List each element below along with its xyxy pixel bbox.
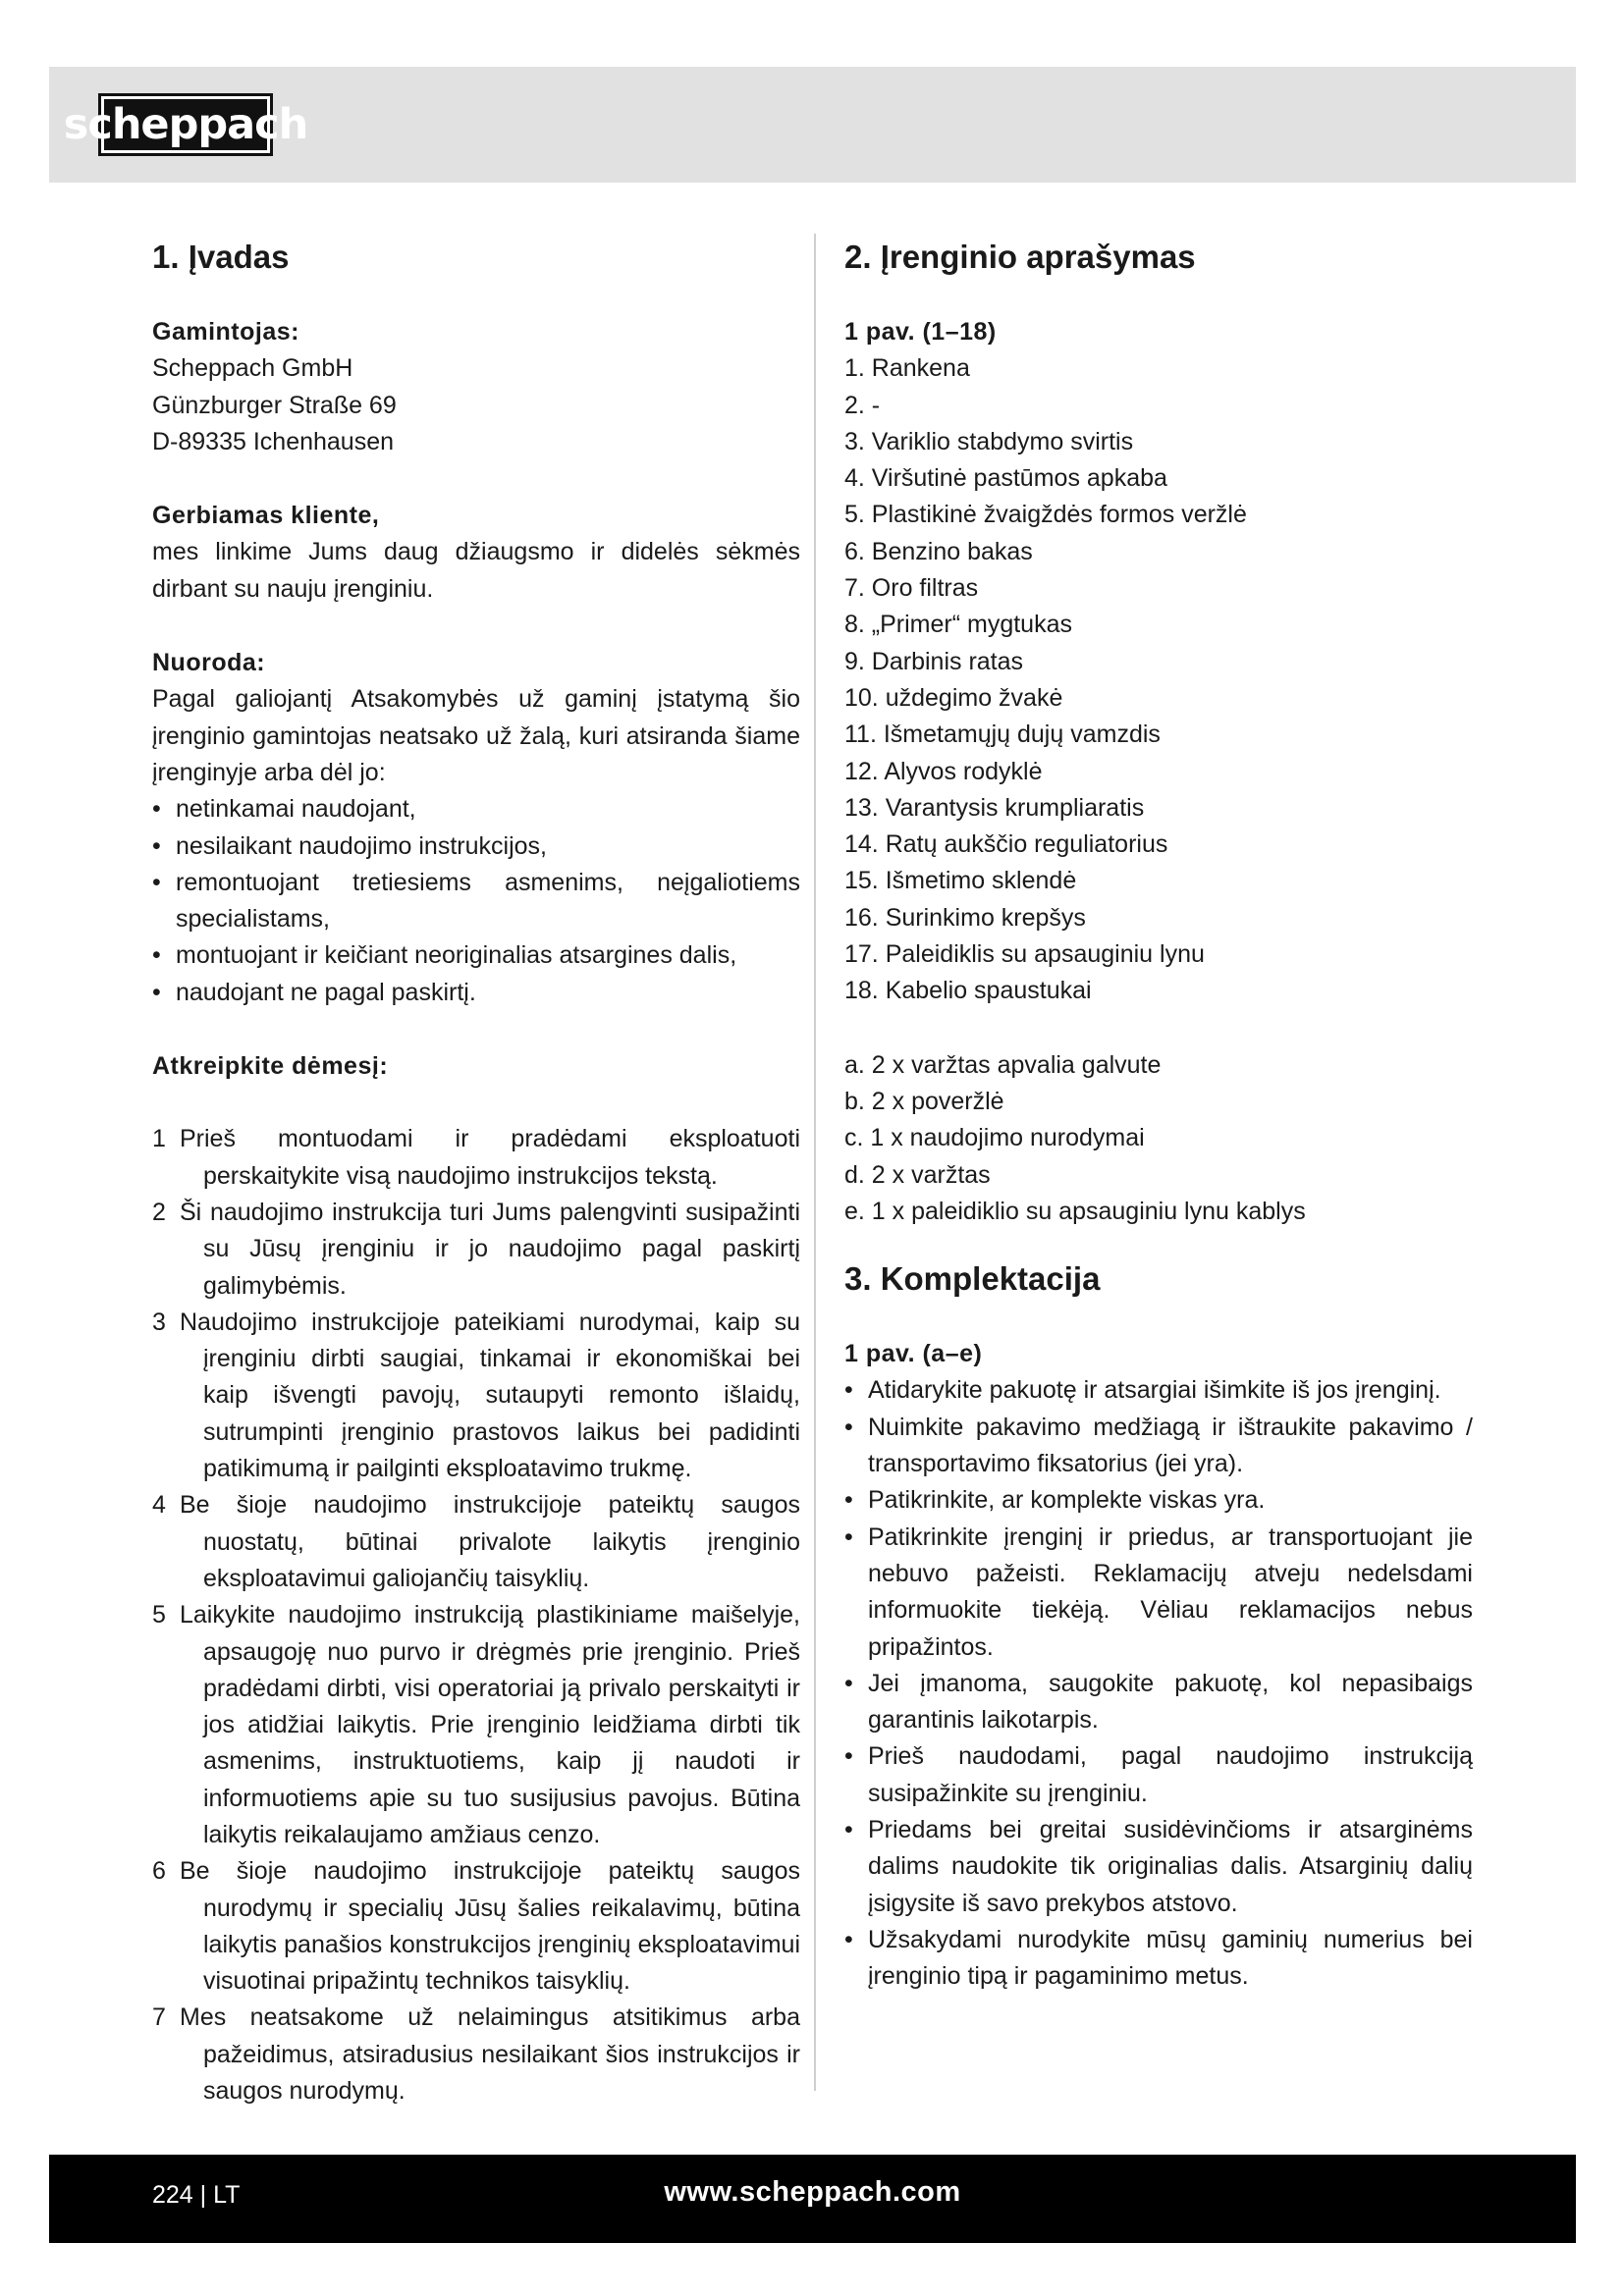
list-item: 6. Benzino bakas (844, 537, 1033, 565)
list-item: b. 2 x poveržlė (844, 1087, 1004, 1115)
header-band (49, 67, 1576, 183)
list-item: 8. „Primer“ mygtukas (844, 611, 1072, 639)
manufacturer-line: D-89335 Ichenhausen (152, 427, 395, 455)
list-item: 11. Išmetamųjų dujų vamzdis (844, 721, 1161, 749)
left-column (152, 236, 800, 2109)
list-number: 5 (152, 1601, 166, 1629)
list-item: d. 2 x varžtas (844, 1160, 991, 1189)
list-item: 7. Oro filtras (844, 574, 979, 603)
accessories-block (844, 1047, 1473, 1230)
list-item (152, 1305, 800, 1487)
section-title-introduction: 1. Įvadas (152, 239, 290, 275)
accessories-list (844, 1047, 1473, 1230)
list-number: 3 (152, 1308, 166, 1336)
list-number: 7 (152, 2003, 166, 2032)
list-item: 18. Kabelio spaustukai (844, 977, 1092, 1005)
scope-bullet-list (844, 1372, 1473, 1995)
list-item: 10. uždegimo žvakė (844, 683, 1063, 712)
attention-label: Atkreipkite dėmesį: (152, 1052, 389, 1081)
list-item: a. 2 x varžtas apvalia galvute (844, 1050, 1162, 1079)
list-item: 3. Variklio stabdymo svirtis (844, 427, 1134, 455)
list-item: • Užsakydami nurodykite mūsų gaminių numerius bei įrenginio tipą ir pagaminimo metus. (844, 1922, 1473, 1996)
list-item: c. 1 x naudojimo nurodymai (844, 1124, 1145, 1152)
list-item: 13. Varantysis krumpliaratis (844, 793, 1145, 822)
list-item: • netinkamai naudojant, (152, 791, 800, 828)
list-text: Be šioje naudojimo instrukcijoje pateiktų saugos nurodymų ir specialių Jūsų šalies reikalavimų, būtina laikytis panašios konstrukcijos įrenginių eksploatavimui visuotinai pripažintų technikos taisyklių. (180, 1857, 800, 1996)
list-text: Be šioje naudojimo instrukcijoje pateiktų saugos nuostatų, būtinai privalote laikytis įrenginio eksploatavimui galiojančių taisyklių. (180, 1491, 800, 1592)
list-number: 6 (152, 1857, 166, 1886)
attention-block (152, 1048, 800, 2109)
list-item (152, 1597, 800, 1853)
manufacturer-block (152, 314, 800, 460)
list-number: 2 (152, 1198, 166, 1226)
scheppach-logo: scheppach (98, 93, 273, 156)
list-text: Prieš montuodami ir pradėdami eksploatuoti perskaitykite visą naudojimo instrukcijos tekstą. (180, 1125, 800, 1190)
list-item: 2. - (844, 391, 881, 419)
list-text: Naudojimo instrukcijoje pateikiami nurodymai, kaip su įrenginiu dirbti saugiai, tinkamai ir ekonomiškai bei kaip išvengti pavojų, sutaupyti remonto išlaidų, sutrumpinti įrenginio prastovos laikus bei padidinti patikimumą ir pailginti eksploatavimo trukmę. (180, 1308, 800, 1483)
manufacturer-label: Gamintojas: (152, 318, 299, 346)
section-title-scope-of-delivery: 3. Komplektacija (844, 1260, 1101, 1298)
scope-block (844, 1336, 1473, 1995)
list-item: • Nuimkite pakavimo medžiagą ir ištraukite pakavimo / transportavimo fiksatorius (jei yra). (844, 1410, 1473, 1483)
list-item: • nesilaikant naudojimo instrukcijos, (152, 828, 800, 865)
list-item: • Prieš naudodami, pagal naudojimo instrukciją susipažinkite su įrenginiu. (844, 1738, 1473, 1812)
customer-block (152, 498, 800, 608)
list-item: 12. Alyvos rodyklė (844, 757, 1043, 785)
list-item: 4. Viršutinė pastūmos apkaba (844, 464, 1167, 493)
note-label: Nuoroda: (152, 649, 266, 677)
parts-list (844, 350, 1473, 1009)
list-item: • Jei įmanoma, saugokite pakuotę, kol nepasibaigs garantinis laikotarpis. (844, 1666, 1473, 1739)
attention-list (152, 1121, 800, 2109)
list-item: 15. Išmetimo sklendė (844, 867, 1077, 895)
right-column (844, 236, 1473, 1995)
list-item (152, 1853, 800, 2000)
manufacturer-line: Scheppach GmbH (152, 354, 353, 383)
list-text: Laikykite naudojimo instrukciją plastikiniame maišelyje, apsaugoję nuo purvo ir drėgmės prie įrenginio. Prieš pradėdami dirbti, visi operatoriai ją privalo perskaityti ir jos atidžiai laikytis. Prie įrenginio leidžiama dirbti tik asmenims, instruktuotiems, kaip jį naudoti ir informuotiems apie su tuo susijusius pavojus. Būtina laikytis reikalaujamo amžiaus cenzo. (180, 1601, 800, 1848)
customer-text: mes linkime Jums daug džiaugsmo ir didelės sėkmės dirbant su nauju įrenginiu. (152, 538, 800, 603)
section-title-device-description: 2. Įrenginio aprašymas (844, 239, 1196, 275)
page-number: 224 | LT (152, 2181, 241, 2209)
list-item: • Patikrinkite įrenginį ir priedus, ar transportuojant jie nebuvo pažeisti. Reklamacijų atveju nedelsdami informuokite tiekėją. Vėliau reklamacijos nebus pripažintos. (844, 1520, 1473, 1666)
website-link[interactable]: www.scheppach.com (664, 2176, 961, 2208)
list-item: • Atidarykite pakuotę ir atsargiai išimkite iš jos įrenginį. (844, 1372, 1473, 1409)
column-divider (814, 234, 816, 2091)
list-item: 1. Rankena (844, 354, 970, 383)
list-item (152, 2000, 800, 2109)
list-text: Ši naudojimo instrukcija turi Jums palengvinti susipažinti su Jūsų įrenginiu ir jo naudojimo pagal paskirtį galimybėmis. (180, 1198, 800, 1300)
list-item (152, 1121, 800, 1195)
parts-block (844, 314, 1473, 1010)
list-item: 16. Surinkimo krepšys (844, 903, 1086, 932)
note-text: Pagal galiojantį Atsakomybės už gaminį įstatymą šio įrenginio gamintojas neatsako už žalą, kuri atsiranda šiame įrenginyje arba dėl jo: (152, 685, 800, 786)
figure-label: 1 pav. (a–e) (844, 1340, 983, 1368)
manufacturer-line: Günzburger Straße 69 (152, 391, 397, 419)
list-item: • Priedams bei greitai susidėvinčioms ir atsarginėms dalims naudokite tik originalias dalis. Atsarginių dalių įsigysite iš savo prekybos atstovo. (844, 1812, 1473, 1922)
figure-label: 1 pav. (1–18) (844, 318, 997, 346)
list-text: Mes neatsakome už nelaimingus atsitikimus arba pažeidimus, atsiradusius nesilaikant šios instrukcijos ir saugos nurodymų. (180, 2003, 800, 2106)
list-item: 5. Plastikinė žvaigždės formos veržlė (844, 501, 1247, 529)
list-item: 14. Ratų aukščio reguliatorius (844, 830, 1168, 859)
list-item: • montuojant ir keičiant neoriginalias atsargines dalis, (152, 937, 800, 974)
footer-band (49, 2155, 1576, 2243)
list-item: • naudojant ne pagal paskirtį. (152, 975, 800, 1011)
note-bullet-list (152, 791, 800, 1011)
list-item: • remontuojant tretiesiems asmenims, neįgaliotiems specialistams, (152, 865, 800, 938)
customer-label: Gerbiamas kliente, (152, 502, 380, 530)
list-item (152, 1487, 800, 1597)
list-item: • Patikrinkite, ar komplekte viskas yra. (844, 1482, 1473, 1519)
list-number: 4 (152, 1491, 166, 1520)
list-item (152, 1195, 800, 1305)
list-item: e. 1 x paleidiklio su apsauginiu lynu kablys (844, 1197, 1306, 1225)
list-item: 9. Darbinis ratas (844, 647, 1024, 675)
note-block (152, 645, 800, 1011)
list-item: 17. Paleidiklis su apsauginiu lynu (844, 940, 1205, 969)
list-number: 1 (152, 1125, 166, 1153)
